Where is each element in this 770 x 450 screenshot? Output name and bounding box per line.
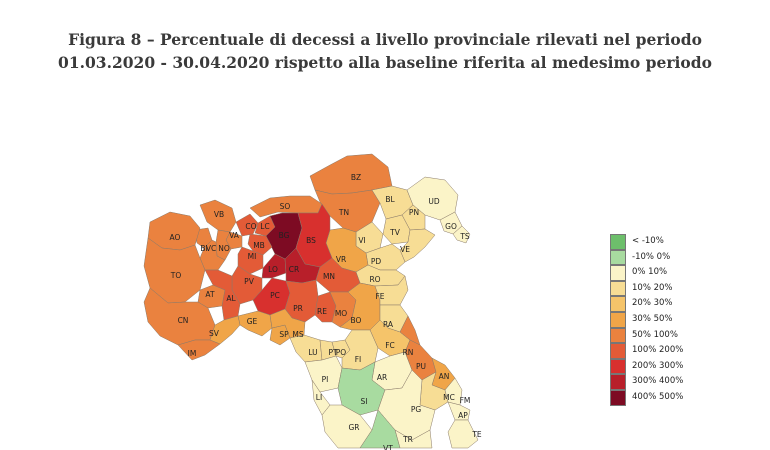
province-label: PN	[408, 208, 420, 217]
province-label: RO	[369, 275, 381, 284]
province-label: PI	[321, 375, 329, 384]
legend-swatch	[610, 390, 626, 406]
province-pi	[305, 356, 342, 392]
legend-swatch	[610, 250, 626, 266]
province-label: AO	[169, 233, 181, 242]
province-label: PG	[410, 405, 422, 414]
legend-label: 400% 500%	[632, 391, 684, 402]
legend-label: 10% 20%	[632, 282, 673, 293]
province-label: PD	[370, 257, 382, 266]
province-label: GE	[246, 317, 258, 326]
legend-label: 30% 50%	[632, 313, 673, 324]
figure-title-line-2: 01.03.2020 - 30.04.2020 rispetto alla baseline riferita al medesimo periodo	[58, 53, 712, 72]
province-label: FM	[459, 396, 471, 405]
province-label: BG	[278, 231, 290, 240]
legend-label: < -10%	[632, 236, 664, 246]
legend-swatch	[610, 296, 626, 312]
legend-label: 50% 100%	[632, 329, 678, 340]
province-label: TO	[170, 271, 182, 280]
province-label: GR	[348, 423, 360, 432]
province-label: AT	[205, 290, 215, 299]
province-label: MS	[292, 330, 304, 339]
province-label: BL	[385, 195, 395, 204]
province-label: TV	[390, 228, 400, 237]
province-label: LO	[268, 265, 278, 274]
province-label: CR	[288, 265, 300, 274]
province-label: VE	[400, 245, 410, 254]
province-label: NO	[218, 244, 230, 253]
province-label: SP	[279, 330, 289, 339]
province-label: PC	[270, 291, 280, 300]
province-label: TS	[460, 232, 470, 241]
province-label: TR	[403, 435, 413, 444]
province-label: FE	[375, 292, 385, 301]
province-label: IM	[187, 349, 197, 358]
province-label: VC	[205, 244, 217, 253]
province-label: RA	[382, 320, 394, 329]
province-label: BI	[200, 244, 208, 253]
province-label: LI	[315, 393, 323, 402]
province-im	[178, 340, 220, 360]
province-label: CO	[245, 222, 257, 231]
legend-swatch	[610, 343, 626, 359]
province-label: TE	[472, 430, 482, 439]
province-label: BO	[350, 316, 362, 325]
legend-label: -10% 0%	[632, 251, 671, 262]
province-label: PO	[335, 348, 347, 357]
legend-label: 20% 30%	[632, 298, 673, 309]
province-label: SO	[279, 202, 291, 211]
province-label: VA	[229, 231, 239, 240]
province-label: VB	[213, 210, 225, 219]
province-label: PV	[244, 277, 254, 286]
province-label: MO	[334, 309, 348, 318]
legend-swatch	[610, 234, 626, 250]
province-label: GO	[445, 222, 457, 231]
province-label: UD	[428, 197, 440, 206]
legend-swatch	[610, 265, 626, 281]
province-label: CN	[177, 316, 189, 325]
legend-label: 200% 300%	[632, 360, 684, 371]
province-label: VR	[335, 255, 347, 264]
province-label: VI	[358, 236, 366, 245]
province-label: RN	[402, 348, 414, 357]
legend-label: 300% 400%	[632, 376, 684, 387]
province-label: TN	[338, 208, 350, 217]
province-label: LU	[308, 348, 318, 357]
legend-swatch	[610, 281, 626, 297]
province-label: MC	[443, 393, 455, 402]
figure-title-line-1: Figura 8 – Percentuale di decessi a livello provinciale rilevati nel periodo	[68, 30, 702, 49]
province-label: PR	[293, 304, 303, 313]
legend-label: 0% 10%	[632, 267, 668, 278]
province-label: SI	[360, 397, 368, 406]
legend-swatch	[610, 328, 626, 344]
province-label: BS	[306, 236, 316, 245]
legend-swatch	[610, 359, 626, 375]
province-label: BZ	[350, 173, 362, 182]
province-label: RE	[317, 307, 327, 316]
province-label: AN	[438, 372, 450, 381]
legend-label: 100% 200%	[632, 345, 684, 356]
province-label: FC	[385, 341, 395, 350]
province-label: MN	[322, 272, 336, 281]
legend-swatch	[610, 374, 626, 390]
province-label: FI	[354, 355, 362, 364]
province-label: AL	[226, 294, 236, 303]
legend-swatch	[610, 312, 626, 328]
province-label: MB	[253, 241, 265, 250]
province-label: SV	[209, 329, 219, 338]
province-label: PT	[328, 348, 338, 357]
province-label: MI	[247, 252, 257, 261]
province-label: AR	[376, 373, 388, 382]
province-label: AP	[458, 411, 468, 420]
province-label: PU	[415, 362, 427, 371]
province-label: VT	[383, 444, 393, 450]
province-label: LC	[260, 222, 270, 231]
